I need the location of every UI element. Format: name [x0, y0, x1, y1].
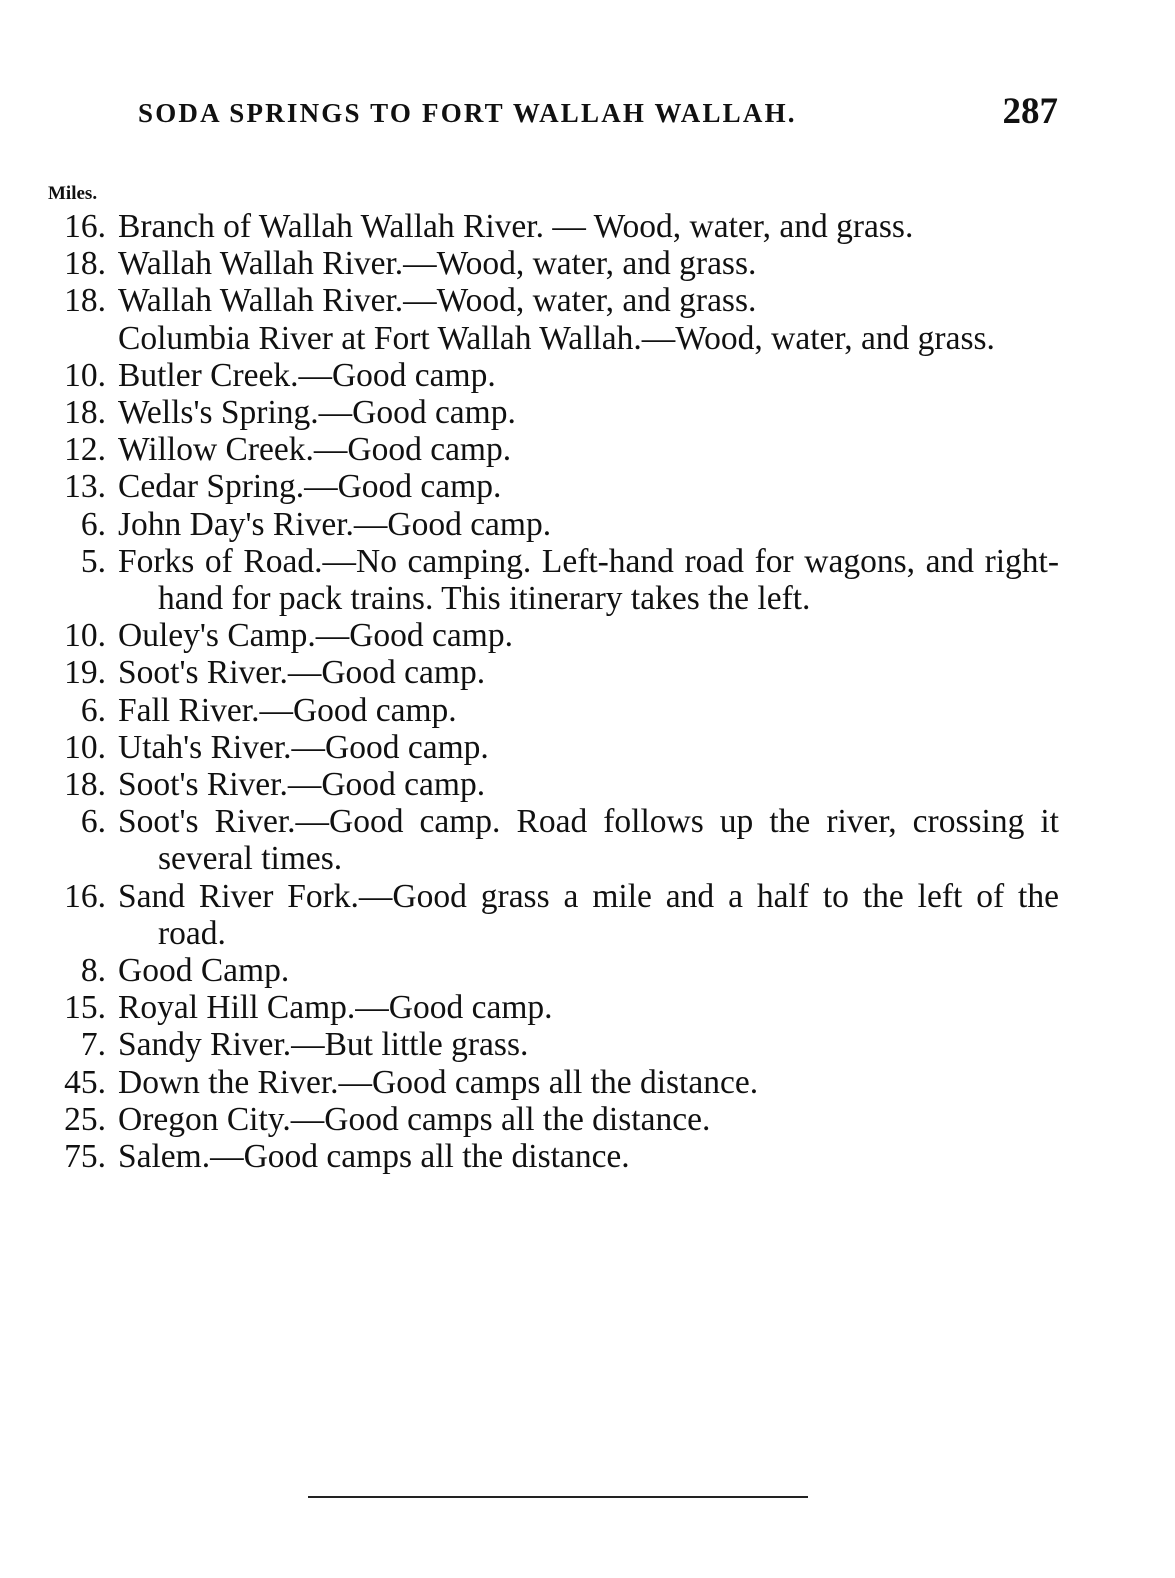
- itinerary-entry: [44, 1101, 1059, 1138]
- entry-miles: 18.: [64, 245, 106, 283]
- itinerary-entry: [44, 245, 1059, 282]
- entry-text: Wells's Spring.—Good camp.: [118, 394, 516, 432]
- entry-text: Willow Creek.—Good camp.: [118, 431, 512, 469]
- entry-text: Soot's River.—Good camp.: [118, 766, 486, 804]
- entry-miles: 16.: [64, 877, 106, 915]
- entry-miles: 15.: [64, 989, 106, 1027]
- entry-text: Utah's River.—Good camp.: [118, 728, 489, 766]
- entry-miles: 5.: [80, 542, 106, 580]
- entry-text: Branch of Wallah Wallah River. — Wood, water, and grass.: [118, 208, 914, 245]
- itinerary-entry: [44, 431, 1059, 468]
- entry-miles: 10.: [64, 728, 106, 766]
- page-number: 287: [1002, 91, 1058, 132]
- entry-miles: 19.: [64, 654, 106, 692]
- running-title: SODA SPRINGS TO FORT WALLAH WALLAH.: [138, 98, 797, 128]
- miles-column-label: Miles.: [48, 183, 98, 204]
- entry-text: Soot's River.—Good camp. Road follows up the river, crossing it several times.: [118, 803, 1059, 878]
- entry-miles: 13.: [64, 468, 106, 506]
- entry-text: Good Camp.: [118, 952, 290, 990]
- footer-rule: [308, 1496, 808, 1498]
- entry-text: Ouley's Camp.—Good camp.: [118, 617, 513, 655]
- entry-text: Wallah Wallah River.—Wood, water, and grass.: [118, 282, 757, 320]
- entry-miles: 6.: [80, 691, 106, 729]
- itinerary-entry: [44, 692, 1059, 729]
- entry-text: Royal Hill Camp.—Good camp.: [118, 989, 553, 1027]
- itinerary-entry: [44, 878, 1059, 952]
- entry-miles: 6.: [80, 505, 106, 543]
- itinerary-entry: [44, 282, 1059, 319]
- entry-text: Down the River.—Good camps all the distance.: [118, 1063, 759, 1101]
- itinerary-entry: [44, 506, 1059, 543]
- itinerary-entry: [44, 357, 1059, 394]
- itinerary-entry: [44, 1064, 1059, 1101]
- entry-text: Forks of Road.—No camping. Left-hand road for wagons, and right-hand for pack trains. This itinerary takes the left.: [118, 542, 1059, 618]
- entry-text: Salem.—Good camps all the distance.: [118, 1138, 630, 1176]
- entry-text: Butler Creek.—Good camp.: [118, 356, 496, 394]
- entry-miles: 45.: [64, 1063, 106, 1101]
- itinerary-entry: [44, 729, 1059, 766]
- itinerary-entry: [44, 654, 1059, 691]
- itinerary-entry: [44, 1026, 1059, 1063]
- entry-text: Wallah Wallah River.—Wood, water, and grass.: [118, 245, 757, 283]
- itinerary-entry: [44, 952, 1059, 989]
- entry-miles: 12.: [64, 431, 106, 469]
- entry-text: Sandy River.—But little grass.: [118, 1026, 529, 1064]
- entry-miles: 7.: [80, 1026, 106, 1064]
- entry-text: Columbia River at Fort Wallah Wallah.—Wood, water, and grass.: [118, 319, 995, 357]
- itinerary-entry: [44, 394, 1059, 431]
- entry-text: John Day's River.—Good camp.: [118, 505, 552, 543]
- entry-miles: 18.: [64, 394, 106, 432]
- entry-miles: 18.: [64, 282, 106, 320]
- itinerary-entry: [44, 617, 1059, 654]
- itinerary-entry: [44, 208, 1059, 245]
- itinerary-list: [44, 208, 1059, 1175]
- entry-miles: 16.: [64, 208, 106, 245]
- itinerary-entry: [44, 803, 1059, 877]
- itinerary-entry: [44, 543, 1059, 617]
- entry-miles: 10.: [64, 356, 106, 394]
- entry-text: Oregon City.—Good camps all the distance.: [118, 1100, 711, 1138]
- itinerary-entry: [44, 989, 1059, 1026]
- itinerary-entry: [44, 1138, 1059, 1175]
- entry-miles: 18.: [64, 766, 106, 804]
- entry-text: Soot's River.—Good camp.: [118, 654, 486, 692]
- entry-miles: 6.: [80, 803, 106, 841]
- running-head: [138, 92, 1058, 136]
- entry-miles: 10.: [64, 617, 106, 655]
- entry-text: Fall River.—Good camp.: [118, 691, 457, 729]
- entry-miles: 75.: [64, 1138, 106, 1176]
- entry-text: Cedar Spring.—Good camp.: [118, 468, 502, 506]
- itinerary-entry: [44, 468, 1059, 505]
- entry-miles: 8.: [80, 952, 106, 990]
- entry-text: Sand River Fork.—Good grass a mile and a half to the left of the road.: [118, 877, 1059, 952]
- itinerary-entry: [44, 766, 1059, 803]
- entry-miles: 25.: [64, 1100, 106, 1138]
- itinerary-entry: [44, 320, 1059, 357]
